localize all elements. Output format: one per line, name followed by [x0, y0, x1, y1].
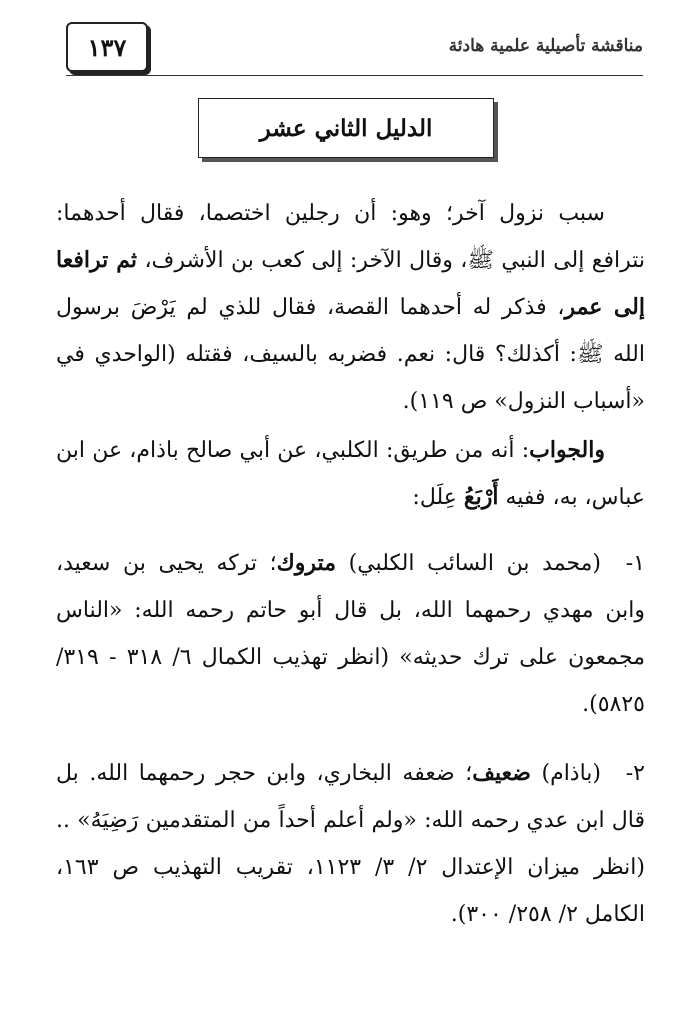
paragraph-2	[56, 427, 645, 521]
list-item-text-b: ؛ ضعفه البخاري، وابن حجر رحمهما الله. بل قال ابن عدي رحمه الله: «ولم أعلم أحداً من المتقدمين رَضِيَهُ» .. (انظر ميزان الإعتدال ٢/ ٣/ ١١٢٣، تقريب التهذيب ص ١٦٣، الكامل ٢/ ٢٥٨/ ٣٠٠).	[56, 761, 645, 927]
paragraph-2-text-b: عِلَل:	[412, 485, 464, 510]
paragraph-1-text-a: سبب نزول آخر؛ وهو: أن رجلين اختصما، فقال أحدهما: نترافع إلى النبي ﷺ، وقال الآخر: إلى كعب بن الأشرف،	[56, 201, 645, 273]
paragraph-1-bold: ثم ترافعا إلى عمر	[56, 247, 645, 320]
running-head: مناقشة تأصيلية علمية هادئة	[448, 36, 643, 56]
list-item-text-b: ؛ تركه يحيى بن سعيد، وابن مهدي رحمهما الله، بل قال أبو حاتم رحمه الله: «الناس مجمعون على ترك حديثه» (انظر تهذيب الكمال ٦/ ٣١٨ - ٣١٩/ ٥٨٢٥).	[56, 551, 646, 717]
paragraph-1-text-b: ، فذكر له أحدهما القصة، فقال للذي لم يَرْضَ برسول الله ﷺ: أكذلك؟ قال: نعم. فضربه بالسيف، فقتله (الواحدي في «أسباب النزول» ص ١١٩).	[56, 295, 645, 414]
list-item-text-a: (باذام)	[530, 761, 602, 786]
list-item-bold: ضعيف	[472, 760, 531, 786]
list-item-text	[56, 750, 645, 938]
list-item	[56, 750, 645, 938]
list-item-text	[56, 540, 645, 728]
list-item-number: ١-	[625, 551, 645, 576]
paragraph-1	[56, 190, 645, 425]
list-item-text-a: (محمد بن السائب الكلبي)	[335, 551, 601, 576]
list-item-number: ٢-	[625, 761, 645, 786]
header-divider	[66, 75, 643, 76]
answer-label: والجواب	[529, 437, 605, 463]
section-title: الدليل الثاني عشر	[198, 98, 494, 158]
page-number: ١٣٧	[66, 22, 148, 72]
list-item	[56, 540, 645, 728]
list-item-bold: متروك	[276, 550, 336, 576]
paragraph-2-text-a: : أنه من طريق: الكلبي، عن أبي صالح باذام، عن ابن عباس، به، ففيه	[56, 438, 645, 510]
paragraph-2-emphasis: أَرْبَعُ	[463, 484, 499, 510]
